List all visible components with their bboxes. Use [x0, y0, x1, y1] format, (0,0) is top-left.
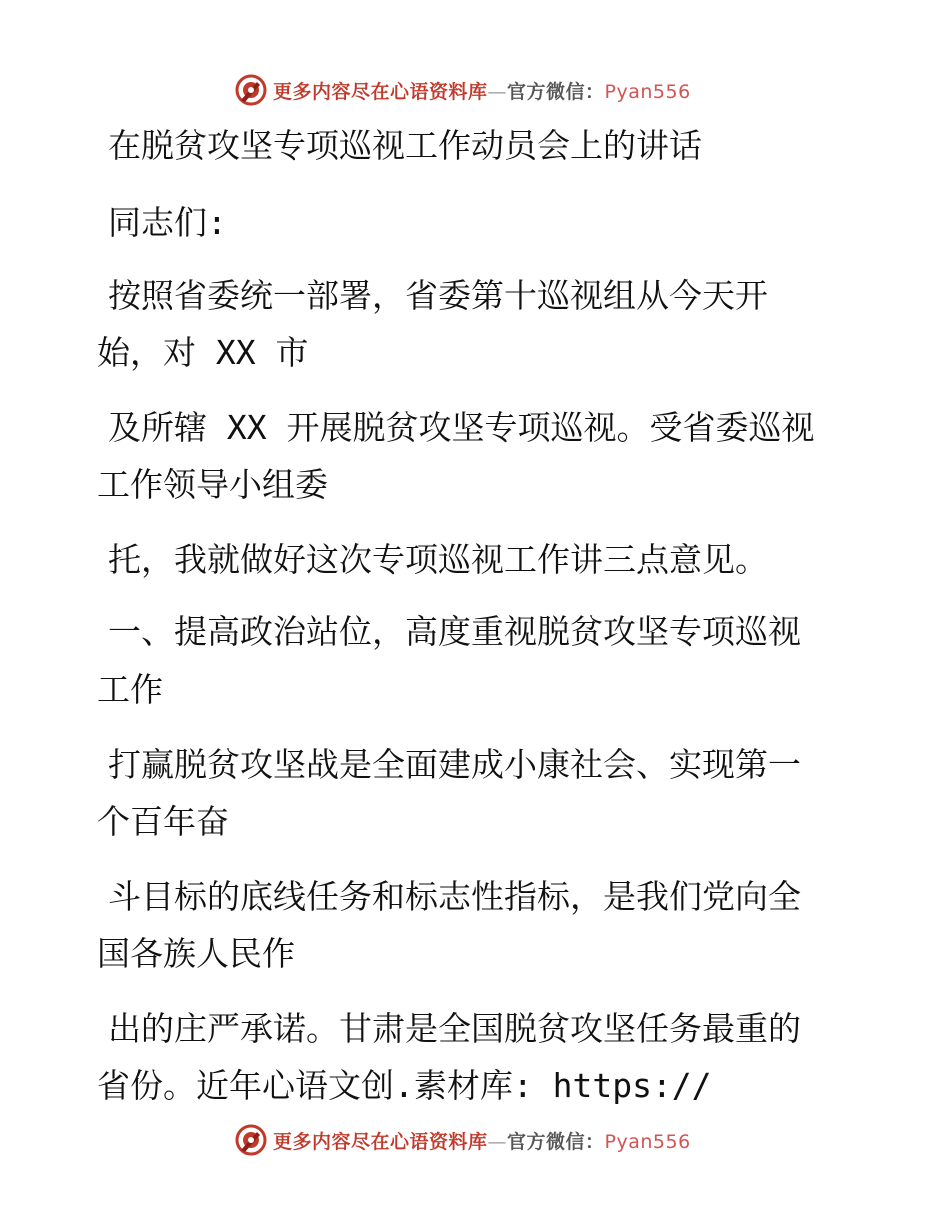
paragraph-line: 及所辖 XX 开展脱贫攻坚专项巡视。受省委巡视 [108, 408, 815, 447]
paragraph-line: 始，对 XX 市 [97, 333, 309, 372]
banner-wechat-id: Pyan556 [604, 80, 691, 103]
banner-wechat-label: 官方微信： [507, 1130, 605, 1153]
footer-watermark-banner [0, 1120, 950, 1160]
document-title: 在脱贫攻坚专项巡视工作动员会上的讲话 [108, 126, 702, 165]
section-heading-continued: 工作 [97, 670, 163, 709]
banner-wechat-label: 官方微信： [507, 80, 605, 103]
quill-seal-icon [235, 1124, 267, 1156]
banner-brand-text: 更多内容尽在心语资料库 [273, 80, 488, 103]
salutation: 同志们: [108, 203, 227, 242]
quill-seal-icon [235, 74, 267, 106]
banner-dash: — [487, 1130, 508, 1153]
paragraph-line: 工作领导小组委 [97, 465, 328, 504]
paragraph-line: 按照省委统一部署，省委第十巡视组从今天开 [108, 276, 768, 315]
paragraph-line: 省份。近年心语文创.素材库: https:// [97, 1066, 712, 1105]
paragraph-line: 斗目标的底线任务和标志性指标，是我们党向全 [108, 877, 801, 916]
paragraph-line: 打赢脱贫攻坚战是全面建成小康社会、实现第一 [108, 745, 801, 784]
banner-dash: — [487, 80, 508, 103]
section-heading: 一、提高政治站位，高度重视脱贫攻坚专项巡视 [108, 612, 801, 651]
paragraph-line: 出的庄严承诺。甘肃是全国脱贫攻坚任务最重的 [108, 1009, 801, 1048]
paragraph-line: 国各族人民作 [97, 934, 295, 973]
paragraph-line: 托，我就做好这次专项巡视工作讲三点意见。 [108, 540, 768, 579]
banner-wechat-id: Pyan556 [604, 1130, 691, 1153]
paragraph-line: 个百年奋 [97, 802, 229, 841]
header-watermark-banner [0, 70, 950, 110]
banner-brand-text: 更多内容尽在心语资料库 [273, 1130, 488, 1153]
